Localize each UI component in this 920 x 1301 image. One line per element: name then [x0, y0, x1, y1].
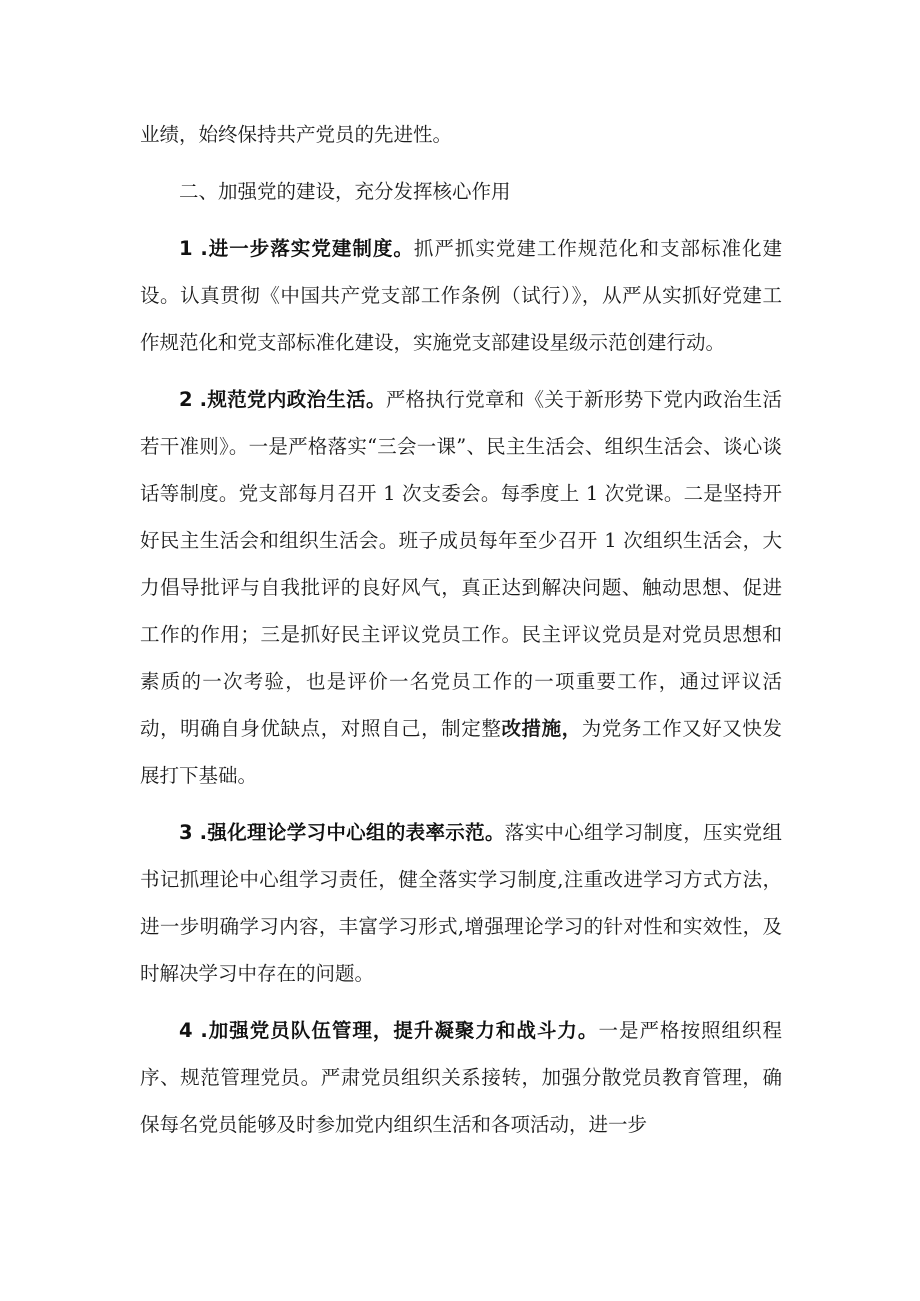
- paragraph-gap: [140, 215, 782, 225]
- paragraph-continuation: 业绩，始终保持共产党员的先进性。: [140, 123, 453, 146]
- section-heading: 二、加强党的建设，充分发挥核心作用: [179, 180, 511, 203]
- item-body-2-tail: 为党务工作又好又快发展打下基础。: [140, 717, 782, 787]
- document-page: [140, 111, 782, 1148]
- item-body-2: 严格执行党章和《关于新形势下党内政治生活若干准则》。一是严格落实“三会一课”、民主生活会、组织生活会、谈心谈话等制度。党支部每月召开 1 次支委会。每季度上 1 次党课。二是坚持开好民主生活会和组织生活会。班子成员每年至少召开 1 次组织生活会，大力倡导批评与自我批评的良好风气，真正达到解决问题、触动思想、促进工作的作用；三是抓好民主评议党员工作。民主评议党员是对党员思想和素质的一次考验，也是评价一名党员工作的一项重要工作，通过评议活动，明确自身优缺点，对照自己，制定整: [140, 388, 782, 740]
- item-paragraph-1: [140, 225, 782, 366]
- item-paragraph-4: [140, 1007, 782, 1148]
- item-lead-4: 4 .加强党员队伍管理，提升凝聚力和战斗力。: [179, 1019, 599, 1042]
- item-lead-2: 2 .规范党内政治生活。: [179, 388, 386, 411]
- paragraph-gap: [140, 799, 782, 809]
- item-lead-3: 3 .强化理论学习中心组的表率示范。: [179, 821, 505, 844]
- item-body-4: 一是严格按照组织程序、规范管理党员。严肃党员组织关系接转，加强分散党员教育管理，确保每名党员能够及时参加党内组织生活和各项活动，进一步: [140, 1019, 782, 1136]
- paragraph-gap: [140, 158, 782, 168]
- item-body-2-emphasis: 改措施，: [501, 717, 582, 740]
- item-paragraph-2: [140, 376, 782, 799]
- item-body-3: 落实中心组学习制度，压实党组书记抓理论中心组学习责任，健全落实学习制度,注重改进学习方式方法，进一步明确学习内容，丰富学习形式,增强理论学习的针对性和实效性，及时解决学习中存在的问题。: [140, 821, 782, 985]
- paragraph-gap: [140, 997, 782, 1007]
- paragraph-gap: [140, 366, 782, 376]
- item-body-1: 抓严抓实党建工作规范化和支部标准化建设。认真贯彻《中国共产党支部工作条例（试行）》，从严从实抓好党建工作规范化和党支部标准化建设，实施党支部建设星级示范创建行动。: [140, 237, 782, 354]
- item-paragraph-3: [140, 809, 782, 997]
- item-lead-1: 1 .进一步落实党建制度。: [179, 237, 414, 260]
